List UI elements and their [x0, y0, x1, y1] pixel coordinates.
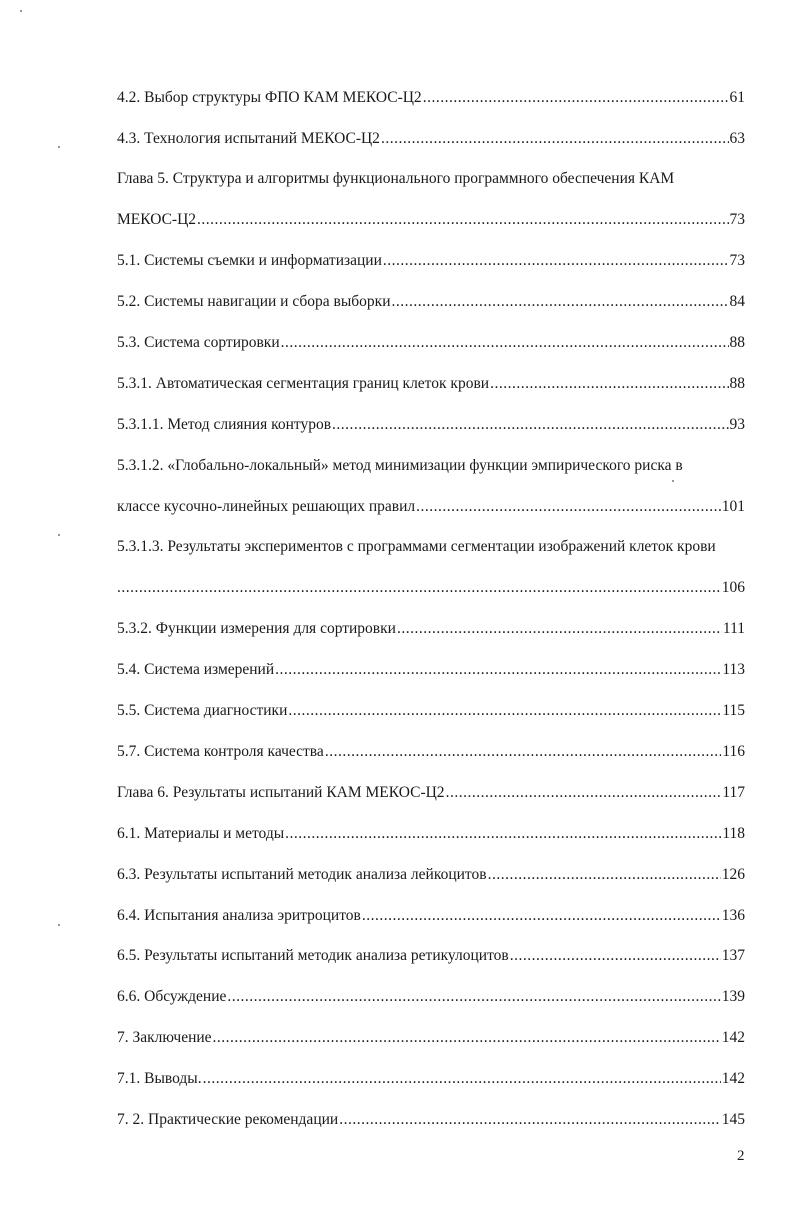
- scan-speck: [58, 146, 60, 148]
- toc-entry[interactable]: [117, 118, 745, 159]
- toc-entry-title: 5.3.1.1. Метод слияния контуров: [117, 415, 332, 433]
- toc-leader-dots: [381, 131, 729, 147]
- toc-leader-dots: [488, 867, 721, 883]
- page-number: 2: [737, 1148, 745, 1164]
- toc-entry-title: 5.3. Система сортировки: [117, 334, 280, 352]
- toc-entry-page: 111: [722, 620, 745, 638]
- toc-entry[interactable]: [117, 486, 745, 527]
- toc-leader-dots: [392, 294, 729, 310]
- toc-entry-title: 4.2. Выбор структуры ФПО КАМ МЕКОС-Ц2: [117, 88, 422, 106]
- toc-entry-page: 145: [721, 1110, 745, 1128]
- toc-entry-title: 5.2. Системы навигации и сбора выборки: [117, 293, 391, 311]
- toc-leader-dots: [510, 948, 721, 964]
- toc-entry-page: 73: [729, 211, 745, 229]
- toc-leader-dots: [490, 376, 728, 392]
- toc-leader-dots: [275, 662, 721, 678]
- toc-entry[interactable]: [117, 649, 745, 690]
- toc-entry-title: 5.3.2. Функции измерения для сортировки: [117, 620, 396, 638]
- toc-entry-title: 5.1. Системы съемки и информатизации: [117, 252, 382, 270]
- toc-entry-title: классе кусочно-линейных решающих правил: [117, 497, 416, 515]
- toc-entry-page: 88: [729, 334, 745, 352]
- toc-entry[interactable]: [117, 77, 745, 118]
- toc-entry-title: 6.6. Обсуждение: [117, 988, 227, 1006]
- toc-leader-dots: [197, 212, 728, 228]
- toc-entry-page: 137: [721, 947, 745, 965]
- toc-leader-dots: [227, 989, 720, 1005]
- toc-leader-dots: [383, 253, 729, 269]
- toc-entry-title: 5.3.1.2. «Глобально-локальный» метод минимизации функции эмпирического риска в: [117, 456, 683, 474]
- toc-entry-title: 6.4. Испытания анализа эритроцитов: [117, 906, 361, 924]
- toc-leader-dots: [203, 1071, 721, 1087]
- toc-entry[interactable]: [117, 404, 745, 445]
- toc-leader-dots: [285, 826, 721, 842]
- toc-entry-title: МЕКОС-Ц2: [117, 211, 197, 229]
- scan-speck: [58, 534, 60, 536]
- toc-entry[interactable]: [117, 1099, 745, 1140]
- toc-entry[interactable]: [117, 445, 745, 486]
- toc-entry-page: 61: [729, 88, 745, 106]
- table-of-contents: [117, 77, 745, 1140]
- toc-entry-title: 5.4. Система измерений: [117, 661, 275, 679]
- toc-entry-title: 7. 2. Практические рекомендации: [117, 1110, 339, 1128]
- toc-leader-dots: [117, 580, 721, 596]
- toc-entry-title: 5.3.1. Автоматическая сегментация границ клеток крови: [117, 374, 490, 392]
- toc-entry-title: 5.7. Система контроля качества: [117, 742, 324, 760]
- scan-speck: [58, 924, 60, 926]
- toc-entry-page: 142: [721, 1029, 745, 1047]
- toc-entry-page: 106: [721, 579, 745, 597]
- toc-entry[interactable]: [117, 159, 745, 200]
- toc-entry-page: 113: [722, 661, 745, 679]
- toc-leader-dots: [288, 703, 721, 719]
- toc-entry[interactable]: [117, 609, 745, 650]
- toc-leader-dots: [281, 335, 729, 351]
- toc-leader-dots: [416, 499, 721, 515]
- toc-entry-title: 7.1. Выводы.: [117, 1070, 202, 1088]
- toc-entry-page: 88: [729, 374, 745, 392]
- toc-entry-page: 117: [722, 783, 745, 801]
- toc-entry[interactable]: [117, 936, 745, 977]
- toc-entry-page: 139: [721, 988, 745, 1006]
- toc-entry-page: 115: [722, 702, 745, 720]
- toc-entry-page: 142: [721, 1070, 745, 1088]
- toc-entry[interactable]: [117, 977, 745, 1018]
- toc-entry[interactable]: [117, 1017, 745, 1058]
- toc-leader-dots: [332, 417, 728, 433]
- toc-entry-title: 6.1. Материалы и методы: [117, 824, 285, 842]
- toc-leader-dots: [446, 785, 722, 801]
- toc-leader-dots: [397, 621, 722, 637]
- toc-entry[interactable]: [117, 813, 745, 854]
- toc-entry-title: 4.3. Технология испытаний МЕКОС-Ц2: [117, 129, 380, 147]
- toc-leader-dots: [339, 1112, 721, 1128]
- toc-entry[interactable]: [117, 363, 745, 404]
- toc-leader-dots: [325, 744, 722, 760]
- toc-entry[interactable]: [117, 772, 745, 813]
- toc-entry-title: 5.5. Система диагностики: [117, 702, 288, 720]
- toc-entry-page: 93: [729, 415, 745, 433]
- toc-entry[interactable]: [117, 854, 745, 895]
- toc-entry[interactable]: [117, 200, 745, 241]
- toc-entry-title: Глава 5. Структура и алгоритмы функционального программного обеспечения КАМ: [117, 170, 675, 188]
- toc-entry[interactable]: [117, 731, 745, 772]
- toc-entry[interactable]: [117, 1058, 745, 1099]
- toc-entry-page: 116: [722, 742, 745, 760]
- toc-entry-page: 63: [729, 129, 745, 147]
- toc-entry-title: 7. Заключение: [117, 1029, 212, 1047]
- toc-entry[interactable]: [117, 322, 745, 363]
- toc-entry-title: 6.5. Результаты испытаний методик анализа ретикулоцитов: [117, 947, 509, 965]
- toc-entry-title: 5.3.1.3. Результаты экспериментов с программами сегментации изображений клеток крови: [117, 538, 716, 556]
- toc-entry-title: 6.3. Результаты испытаний методик анализа лейкоцитов: [117, 865, 487, 883]
- toc-entry-page: 118: [722, 824, 745, 842]
- toc-entry[interactable]: [117, 281, 745, 322]
- toc-entry-page: 101: [721, 497, 745, 515]
- toc-leader-dots: [213, 1030, 721, 1046]
- toc-entry-page: 84: [729, 293, 745, 311]
- toc-entry-page: 126: [721, 865, 745, 883]
- toc-entry[interactable]: [117, 895, 745, 936]
- toc-entry-title: Глава 6. Результаты испытаний КАМ МЕКОС-Ц2: [117, 783, 445, 801]
- toc-entry[interactable]: [117, 690, 745, 731]
- scan-speck: [20, 10, 22, 12]
- toc-leader-dots: [423, 90, 729, 106]
- toc-entry[interactable]: [117, 568, 745, 609]
- toc-leader-dots: [362, 908, 721, 924]
- toc-entry-page: 136: [721, 906, 745, 924]
- toc-entry-page: 73: [729, 252, 745, 270]
- toc-entry[interactable]: [117, 527, 745, 568]
- toc-entry[interactable]: [117, 241, 745, 282]
